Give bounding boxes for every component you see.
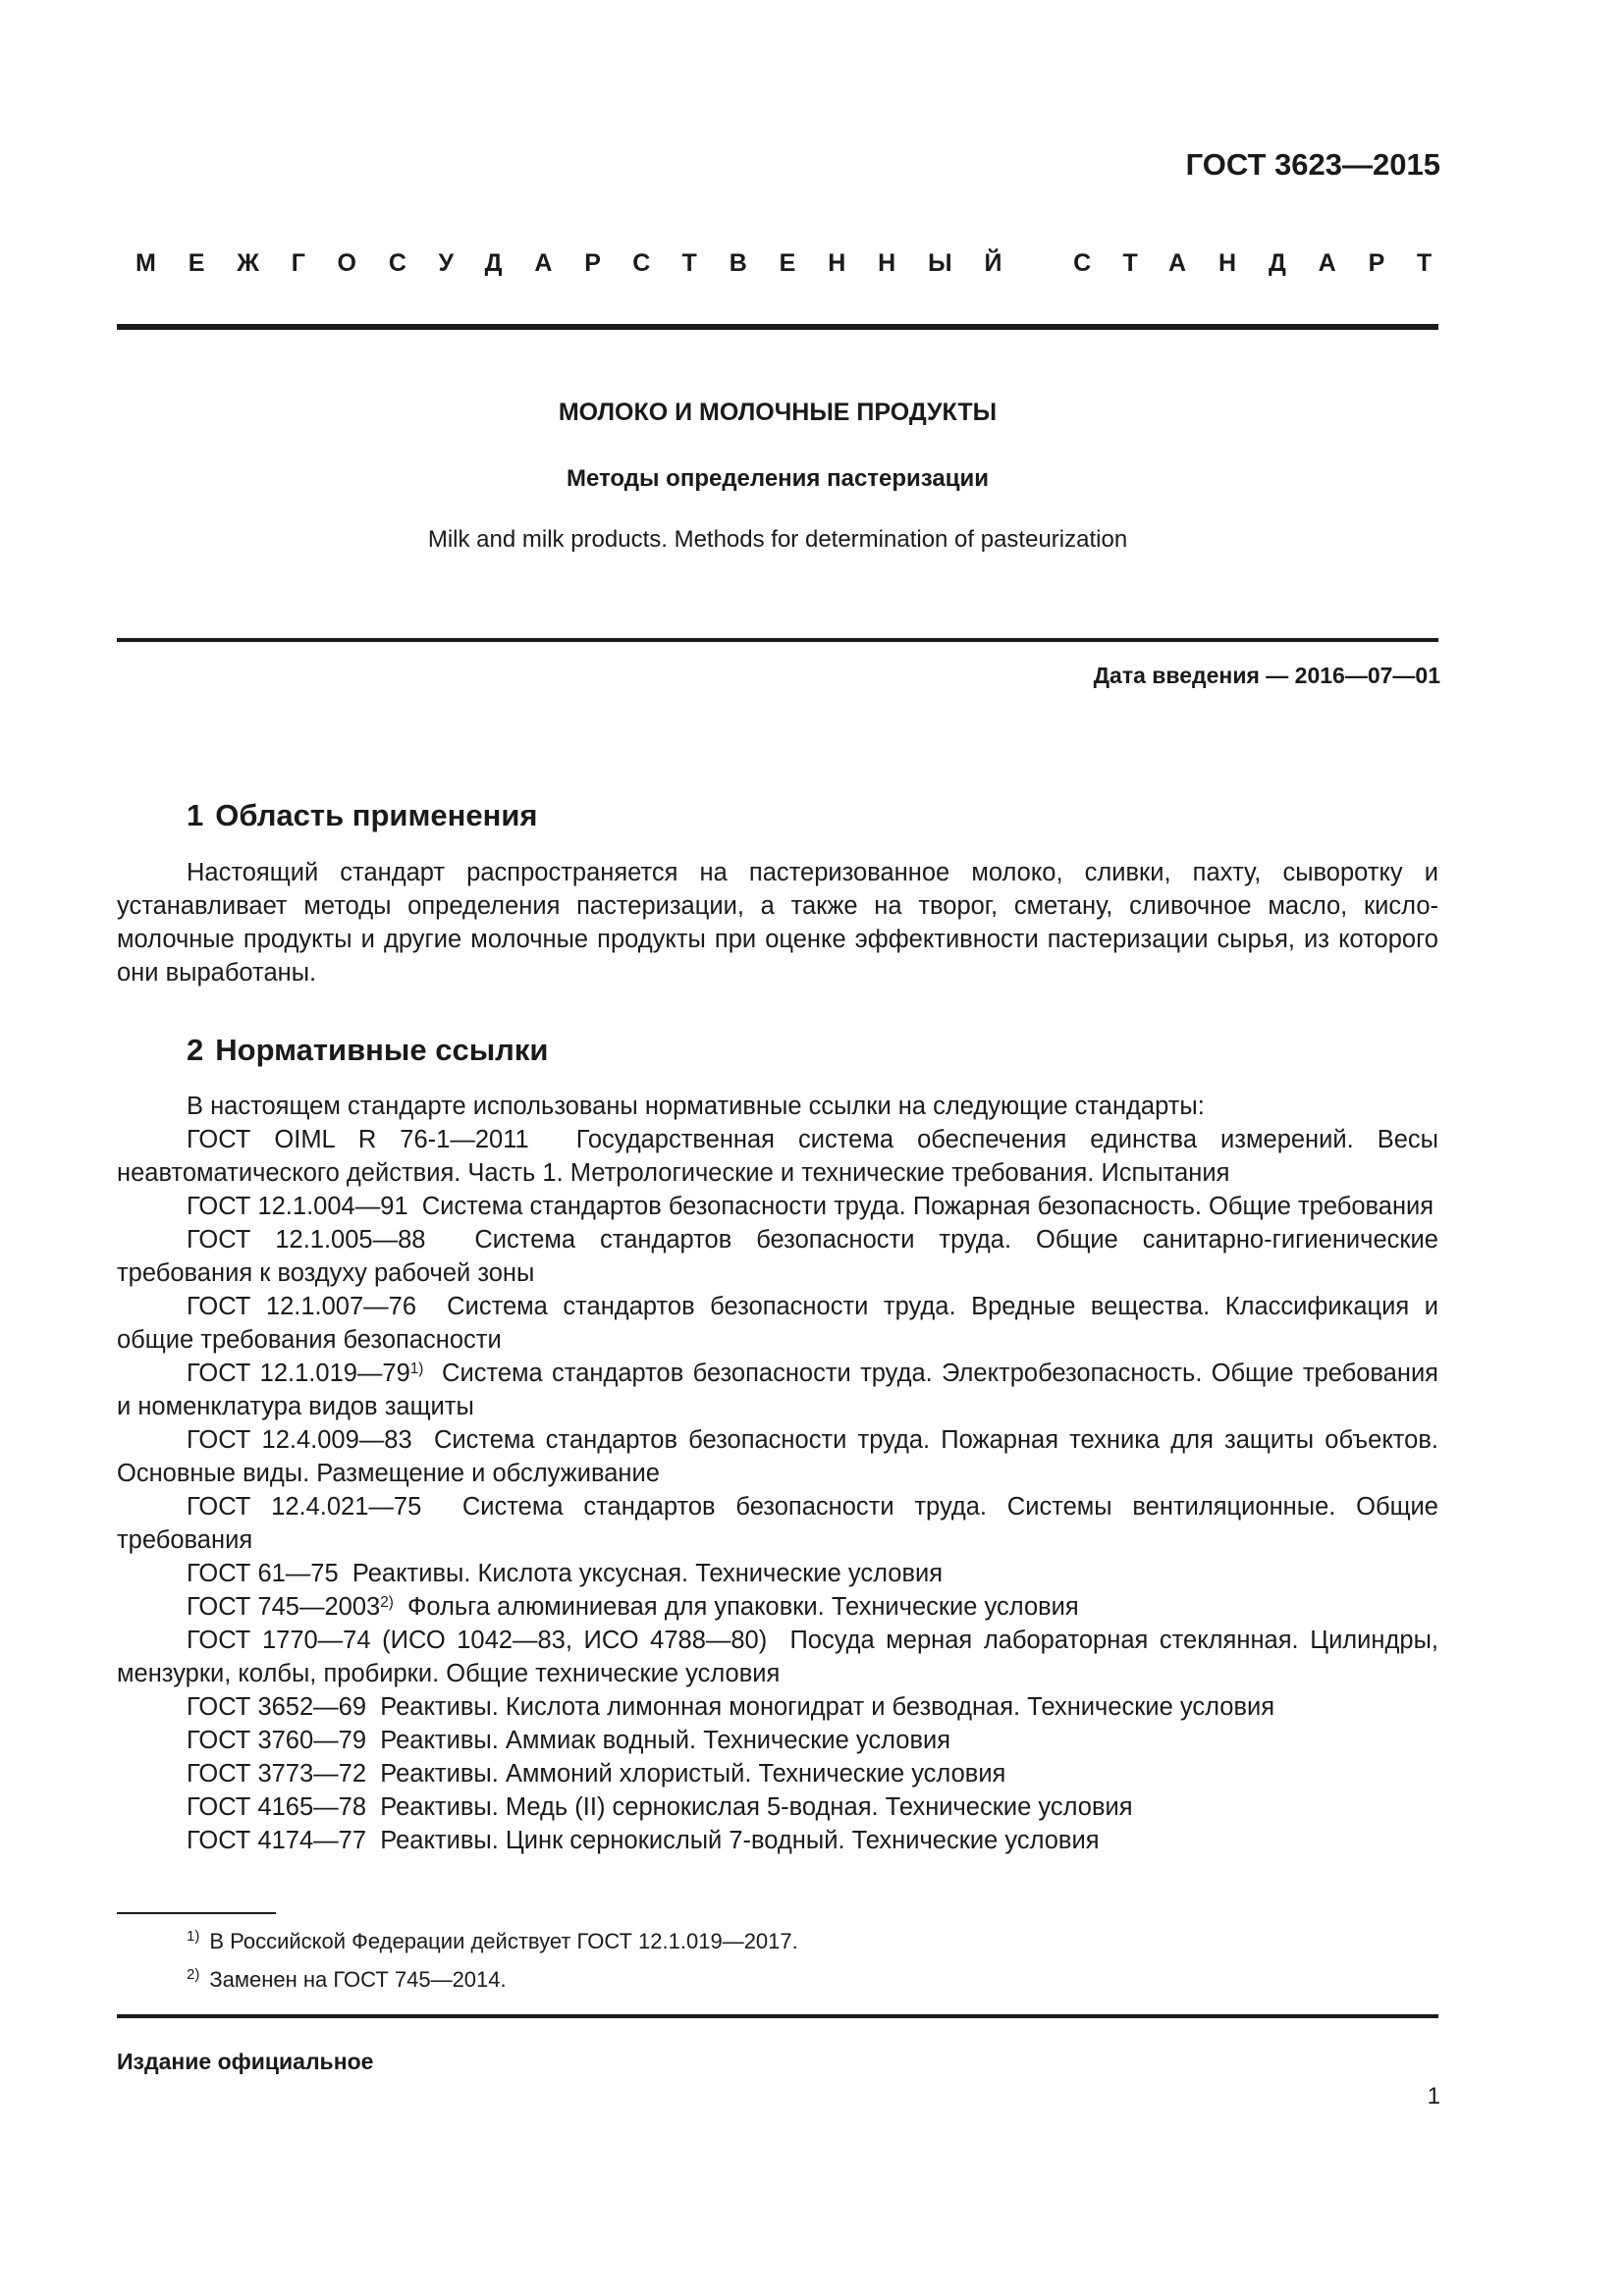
section-number: 2 [187, 1033, 204, 1067]
section-2-body [117, 1090, 1438, 1857]
section-2-heading [187, 1033, 548, 1068]
title-rule [117, 638, 1438, 642]
reference-title: Реактивы. Аммоний хлористый. Технические условия [380, 1760, 1006, 1788]
reference-title: Система стандартов безопасности труда. Электробезопасность. Общие требования и номенклатура видов защиты [117, 1360, 1438, 1420]
footnote [187, 1962, 798, 2001]
reference-code: ГОСТ 3773—72 [187, 1760, 367, 1788]
reference-code: ГОСТ 12.1.007—76 [187, 1293, 417, 1320]
reference-title: Посуда мерная лабораторная стеклянная. Цилиндры, мензурки, колбы, пробирки. Общие технические условия [117, 1627, 1438, 1687]
reference-code: ГОСТ 4165—78 [187, 1793, 367, 1821]
official-edition-label: Издание официальное [117, 2049, 374, 2074]
reference-item [117, 1824, 1438, 1857]
reference-item [117, 1357, 1438, 1423]
footnote [187, 1924, 798, 1962]
reference-title: Реактивы. Аммиак водный. Технические условия [380, 1727, 951, 1754]
footer-rule [117, 2014, 1438, 2018]
reference-item [117, 1490, 1438, 1557]
reference-item [117, 1290, 1438, 1357]
reference-code: ГОСТ 12.4.021—75 [187, 1493, 422, 1521]
section-number: 1 [187, 798, 204, 832]
reference-title: Реактивы. Медь (II) сернокислая 5-водная. Технические условия [380, 1793, 1133, 1821]
footnotes [187, 1924, 798, 2001]
reference-code: ГОСТ 12.1.019—79 [187, 1360, 410, 1387]
reference-code: ГОСТ OIML R 76-1—2011 [187, 1126, 529, 1153]
reference-code: ГОСТ 3652—69 [187, 1693, 367, 1721]
reference-code: ГОСТ 12.1.005—88 [187, 1226, 426, 1254]
footnote-mark: 1) [187, 1928, 200, 1945]
references-list [117, 1123, 1438, 1857]
references-intro: В настоящем стандарте использованы нормативные ссылки на следующие стандарты: [187, 1093, 1205, 1120]
reference-item [117, 1590, 1438, 1624]
footnote-marker: 1) [409, 1360, 424, 1377]
footnote-mark: 2) [187, 1966, 200, 1983]
section-1-heading [187, 798, 538, 833]
section-title: Нормативные ссылки [215, 1033, 549, 1067]
reference-item [117, 1724, 1438, 1757]
document-title: МОЛОКО И МОЛОЧНЫЕ ПРОДУКТЫ [558, 399, 998, 426]
section-title: Область применения [215, 798, 538, 832]
footnote-marker: 2) [380, 1593, 394, 1611]
reference-title: Система стандартов безопасности труда. Общие санитарно-гигиенические требования к воздуху рабочей зоны [117, 1226, 1438, 1287]
reference-title: Система стандартов безопасности труда. Вредные вещества. Классификация и общие требования безопасности [117, 1293, 1438, 1354]
introduction-date: Дата введения — 2016—07—01 [1093, 663, 1440, 688]
reference-code: ГОСТ 3760—79 [187, 1727, 367, 1754]
reference-title: Фольга алюминиевая для упаковки. Технические условия [407, 1593, 1079, 1621]
footnote-text: Заменен на ГОСТ 745—2014. [209, 1967, 507, 1992]
reference-title: Реактивы. Кислота уксусная. Технические условия [352, 1560, 944, 1587]
header-rule [117, 324, 1438, 330]
document-subtitle: Методы определения пастеризации [566, 465, 990, 492]
page-number: 1 [1427, 2083, 1440, 2109]
reference-title: Реактивы. Цинк сернокислый 7-водный. Технические условия [380, 1827, 1100, 1854]
reference-code: ГОСТ 1770—74 (ИСО 1042—83, ИСО 4788—80) [187, 1627, 768, 1654]
reference-item [117, 1223, 1438, 1290]
reference-title: Система стандартов безопасности труда. Пожарная безопасность. Общие требования [421, 1193, 1434, 1220]
reference-item [117, 1423, 1438, 1490]
reference-item [117, 1190, 1438, 1223]
document-title-english: Milk and milk products. Methods for determination of pasteurization [427, 526, 1128, 553]
footnote-text: В Российской Федерации действует ГОСТ 12.1.019—2017. [209, 1929, 798, 1953]
reference-title: Система стандартов безопасности труда. Системы вентиляционные. Общие требования [117, 1493, 1438, 1554]
reference-code: ГОСТ 4174—77 [187, 1827, 367, 1854]
reference-code: ГОСТ 12.1.004—91 [187, 1193, 408, 1220]
reference-item [117, 1557, 1438, 1590]
standard-number: ГОСТ 3623—2015 [1185, 147, 1440, 182]
reference-item [117, 1790, 1438, 1824]
footnote-rule [117, 1912, 276, 1914]
reference-title: Система стандартов безопасности труда. Пожарная техника для защиты объектов. Основные виды. Размещение и обслуживание [117, 1426, 1438, 1487]
reference-item [117, 1624, 1438, 1690]
reference-code: ГОСТ 12.4.009—83 [187, 1426, 412, 1454]
reference-item [117, 1690, 1438, 1724]
reference-item [117, 1757, 1438, 1790]
interstate-standard-label: МЕЖГОСУДАРСТВЕННЫЙ СТАНДАРТ [135, 249, 1464, 277]
reference-code: ГОСТ 745—2003 [187, 1593, 381, 1621]
section-1-body [117, 856, 1438, 989]
reference-item [117, 1123, 1438, 1190]
reference-title: Реактивы. Кислота лимонная моногидрат и безводная. Технические условия [380, 1693, 1275, 1721]
scope-paragraph: Настоящий стандарт распространяется на пастеризованное молоко, сливки, пахту, сыворотку и устанавливает методы определения пастеризации, а также на творог, сметану, сливочное масло, кисло-молочные продукты и другие молочные продукты при оценке эффективности пастеризации сырья, из которого они выработаны. [117, 859, 1438, 987]
reference-title: Государственная система обеспечения единства измерений. Весы неавтоматического действия. Часть 1. Метрологические и технические требования. Испытания [117, 1126, 1439, 1187]
reference-code: ГОСТ 61—75 [187, 1560, 339, 1587]
